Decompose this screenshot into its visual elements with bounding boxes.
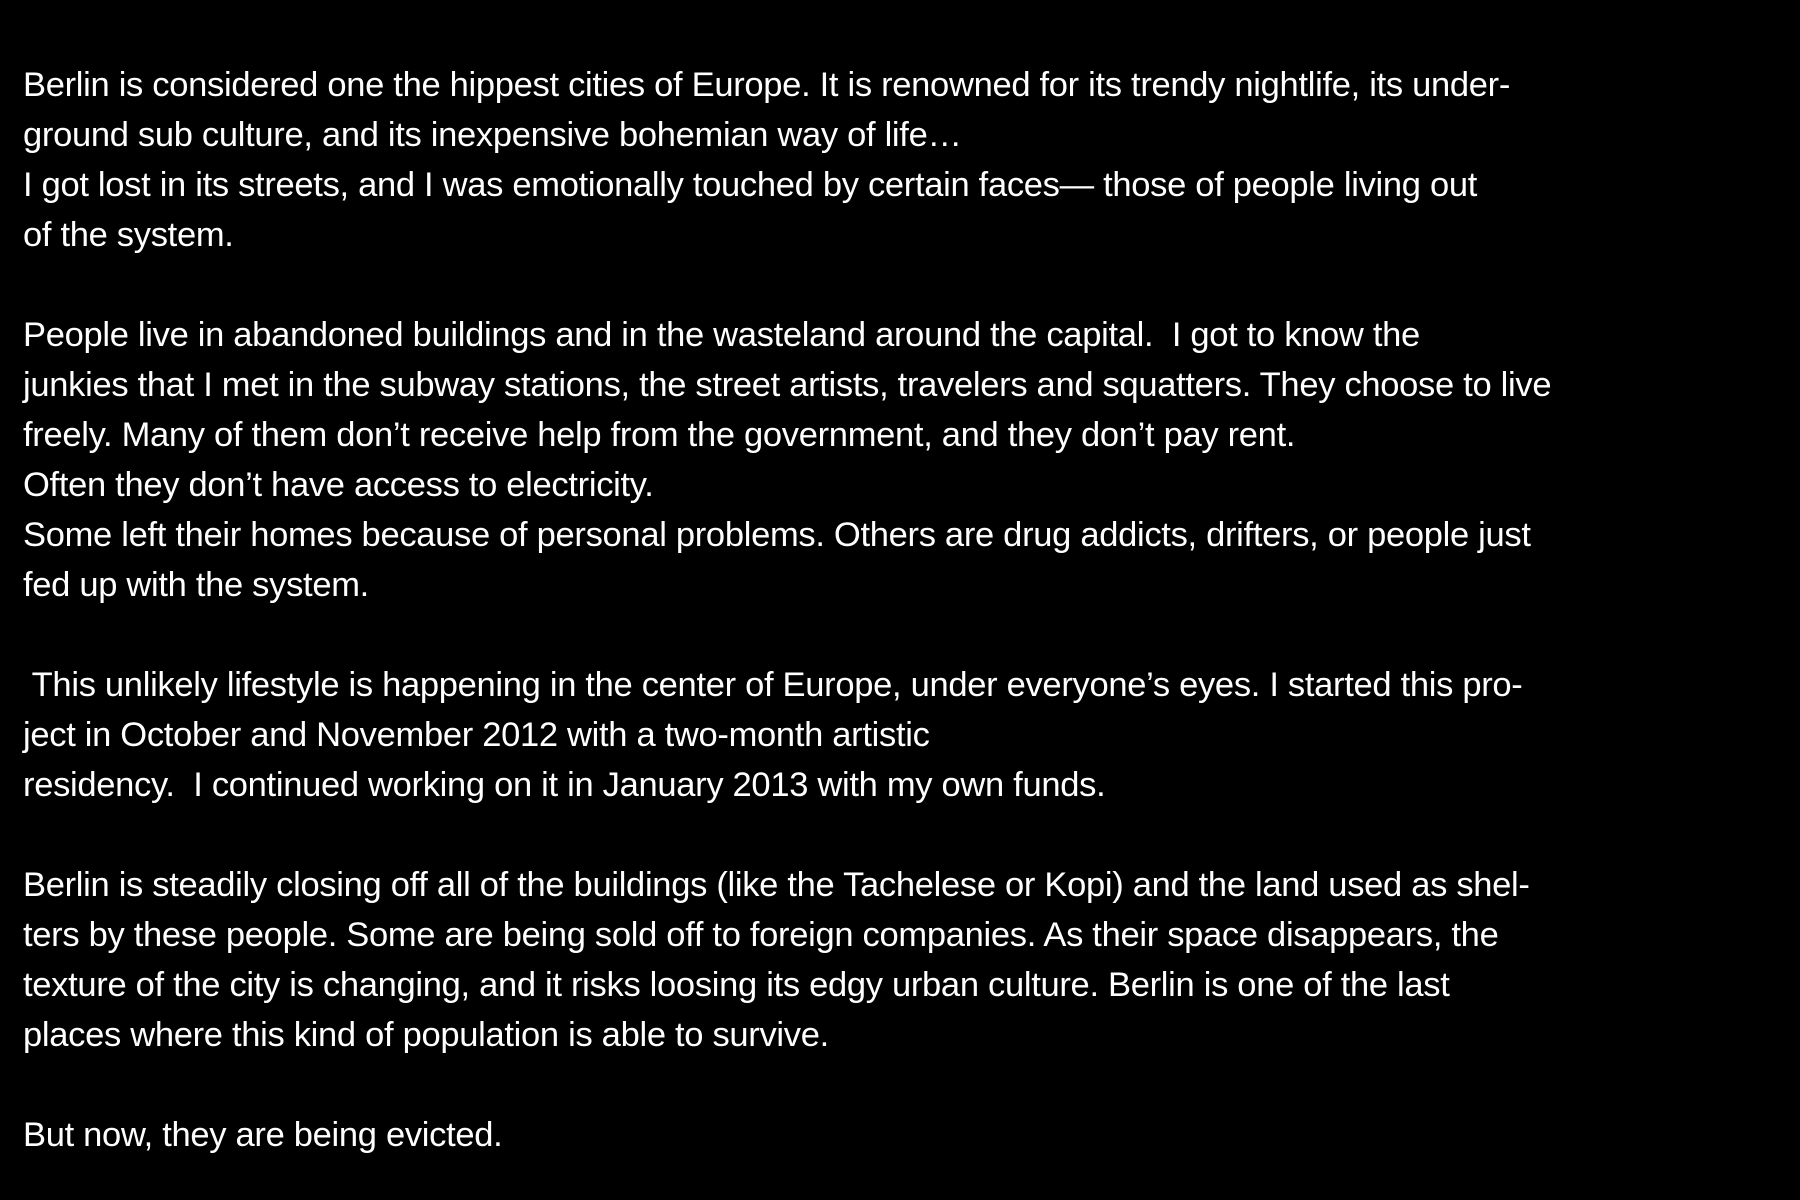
text-line: of the system. bbox=[23, 216, 234, 254]
text-line: residency. I continued working on it in January 2013 with my own funds. bbox=[23, 766, 1106, 804]
text-line: ject in October and November 2012 with a two-month artistic bbox=[23, 716, 930, 754]
paragraph-project bbox=[23, 660, 1783, 810]
paragraph-people bbox=[23, 310, 1783, 610]
text-line: fed up with the system. bbox=[23, 566, 369, 604]
text-line: I got lost in its streets, and I was emotionally touched by certain faces— those of people living out bbox=[23, 166, 1478, 204]
text-line: Berlin is steadily closing off all of the buildings (like the Tachelese or Kopi) and the land used as shel- bbox=[23, 866, 1530, 904]
document-body bbox=[23, 60, 1783, 1160]
text-line: Often they don’t have access to electricity. bbox=[23, 466, 654, 504]
paragraph-closing bbox=[23, 860, 1783, 1060]
text-line: ters by these people. Some are being sold off to foreign companies. As their space disappears, the bbox=[23, 916, 1499, 954]
paragraph-intro bbox=[23, 60, 1783, 260]
text-line: Berlin is considered one the hippest cities of Europe. It is renowned for its trendy nightlife, its under- bbox=[23, 66, 1511, 104]
text-line: junkies that I met in the subway stations, the street artists, travelers and squatters. They choose to live bbox=[23, 366, 1552, 404]
text-line: texture of the city is changing, and it risks loosing its edgy urban culture. Berlin is one of the last bbox=[23, 966, 1450, 1004]
text-line: People live in abandoned buildings and in the wasteland around the capital. I got to know the bbox=[23, 316, 1420, 354]
text-line: ground sub culture, and its inexpensive bohemian way of life… bbox=[23, 116, 962, 154]
paragraph-final bbox=[23, 1110, 1783, 1160]
text-line: places where this kind of population is able to survive. bbox=[23, 1016, 829, 1054]
text-line: But now, they are being evicted. bbox=[23, 1116, 503, 1154]
text-line: Some left their homes because of personal problems. Others are drug addicts, drifters, or people just bbox=[23, 516, 1531, 554]
text-line: freely. Many of them don’t receive help from the government, and they don’t pay rent. bbox=[23, 416, 1296, 454]
text-line: This unlikely lifestyle is happening in the center of Europe, under everyone’s eyes. I started this pro- bbox=[23, 666, 1523, 704]
